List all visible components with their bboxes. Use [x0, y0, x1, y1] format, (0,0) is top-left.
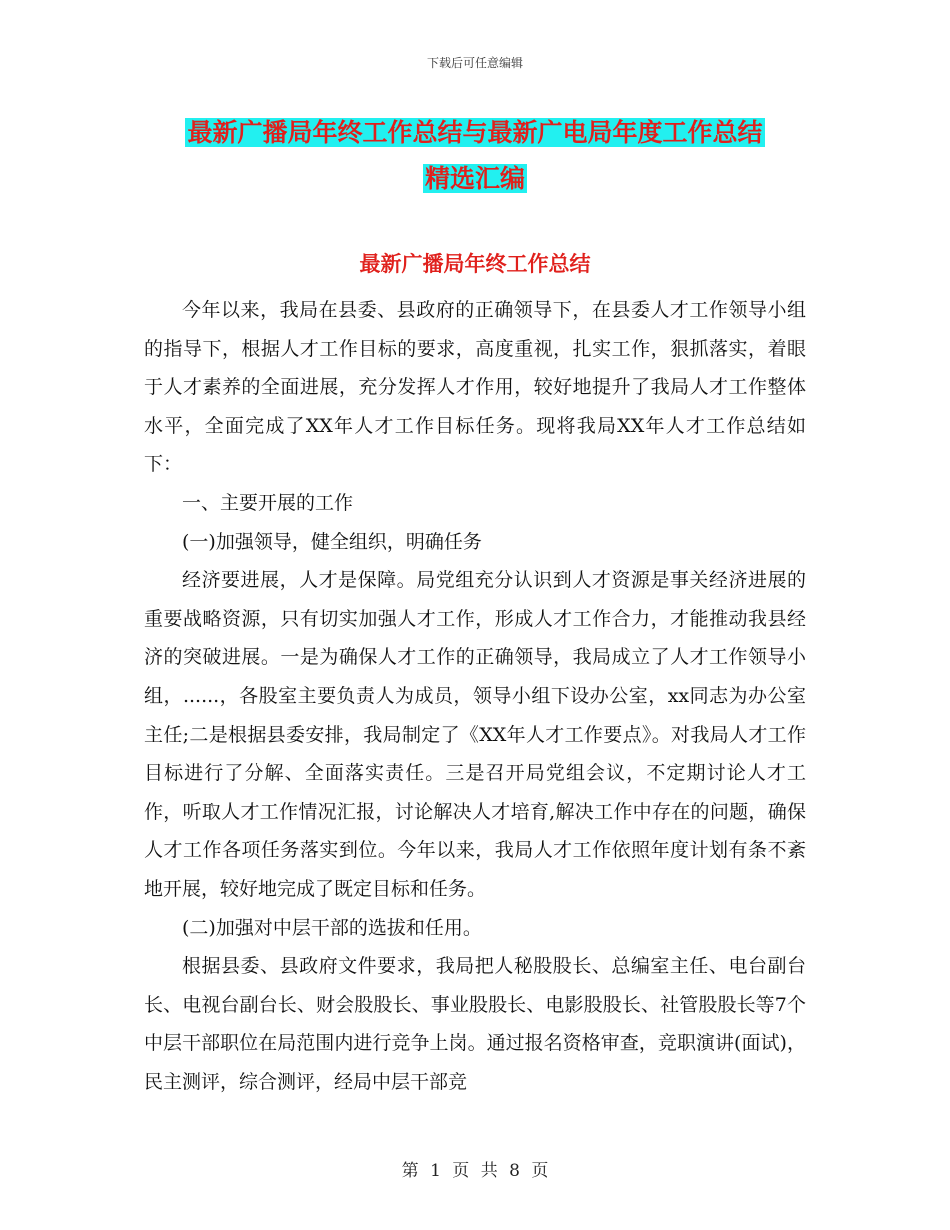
body-text	[144, 291, 806, 1101]
section-title: 最新广播局年终工作总结	[359, 252, 591, 276]
header-note: 下载后可任意编辑	[426, 56, 523, 70]
paragraph: 经济要进展，人才是保障。局党组充分认识到人才资源是事关经济进展的重要战略资源，只有切实加强人才工作，形成人才工作合力，才能推动我县经济的突破进展。一是为确保人才工作的正确领导，我局成立了人才工作领导小组，......，各股室主要负责人为成员，领导小组下设办公室，xx同志为办公室主任;二是根据县委安排，我局制定了《XX年人才工作要点》。对我局人才工作目标进行了分解、全面落实责任。三是召开局党组会议，不定期讨论人才工作，听取人才工作情况汇报，讨论解决人才培育,解决工作中存在的问题，确保人才工作各项任务落实到位。今年以来，我局人才工作依照年度计划有条不紊地开展，较好地完成了既定目标和任务。	[144, 569, 806, 900]
paragraph: 今年以来，我局在县委、县政府的正确领导下，在县委人才工作领导小组的指导下，根据人才工作目标的要求，高度重视，扎实工作，狠抓落实，着眼于人才素养的全面进展，充分发挥人才作用，较好地提升了我局人才工作整体水平，全面完成了XX年人才工作目标任务。现将我局XX年人才工作总结如下：	[144, 299, 806, 476]
title-line-2: 精选汇编	[424, 164, 525, 193]
document-title	[0, 110, 950, 202]
page-footer: 第 1 页 共 8 页	[401, 1161, 549, 1181]
title-line-1: 最新广播局年终工作总结与最新广电局年度工作总结	[187, 118, 763, 147]
subheading-cadre-selection: (二)加强对中层干部的选拔和任用。	[182, 916, 482, 939]
paragraph: 根据县委、县政府文件要求，我局把人秘股股长、总编室主任、电台副台长、电视台副台长、财会股股长、事业股股长、电影股股长、社管股股长等7个中层干部职位在局范围内进行竞争上岗。通过报名资格审查，竞职演讲(面试)，民主测评，综合测评，经局中层干部竞	[144, 955, 806, 1093]
heading-main-work: 一、主要开展的工作	[182, 491, 354, 514]
subheading-leadership: (一)加强领导，健全组织，明确任务	[182, 530, 482, 553]
